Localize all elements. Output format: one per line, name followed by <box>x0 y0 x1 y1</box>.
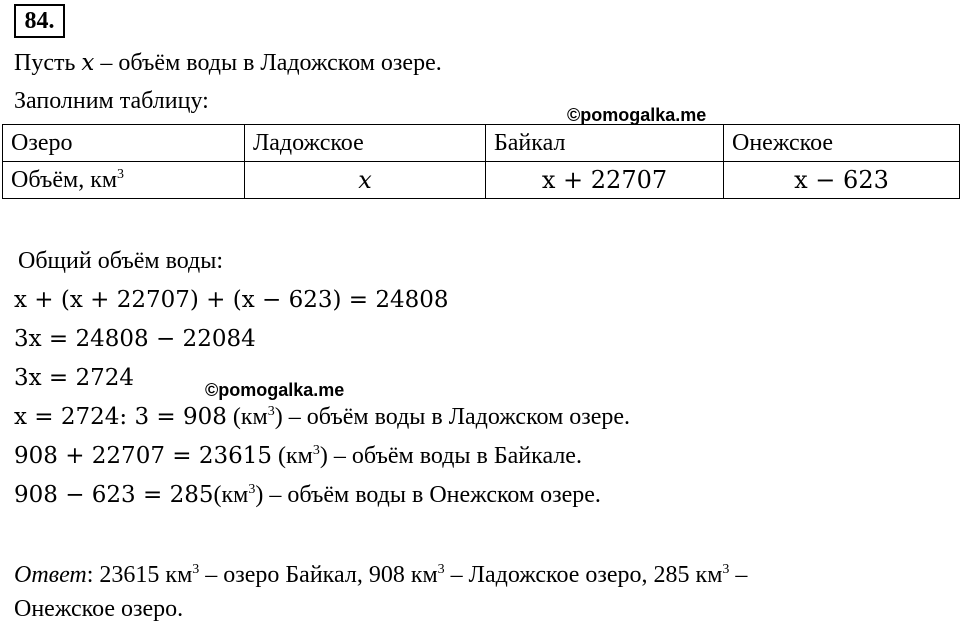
answer-part-3: – Ладожское озеро, 285 км <box>444 562 723 588</box>
table-row <box>3 162 960 199</box>
eq4-text: ) – объём воды в Ладожском озере. <box>274 404 631 430</box>
watermark-top: ©pomogalka.me <box>567 105 707 125</box>
equation-6 <box>14 480 601 510</box>
table-header-row <box>3 125 960 162</box>
eq5-text: ) – объём воды в Байкале. <box>319 443 582 469</box>
eq5-sup: 3 <box>312 443 320 458</box>
row-label-sup: 3 <box>117 166 125 182</box>
intro-line-2: Заполним таблицу: <box>14 88 209 114</box>
table-row-label <box>3 162 245 199</box>
answer-sup-1: 3 <box>192 562 200 577</box>
eq5-unit: (км <box>272 443 313 469</box>
table-cell: x <box>245 162 486 199</box>
eq6-unit: (км <box>213 482 249 508</box>
equation-4 <box>14 402 630 432</box>
solution-title: Общий объём воды: <box>18 248 224 274</box>
intro-var: x <box>81 50 95 76</box>
table-header-cell: Озеро <box>3 125 245 162</box>
answer-part-1: : 23615 км <box>86 562 193 588</box>
table-header-cell: Онежское <box>724 125 960 162</box>
eq4-sup: 3 <box>267 404 275 419</box>
equation-5 <box>14 441 582 471</box>
table-cell: x + 22707 <box>486 162 724 199</box>
answer-part-2: – озеро Байкал, 908 км <box>199 562 438 588</box>
table-header-cell: Байкал <box>486 125 724 162</box>
watermark-middle: ©pomogalka.me <box>205 380 345 400</box>
eq4-unit: (км <box>226 404 268 430</box>
intro-pre: Пусть <box>14 50 82 76</box>
eq6-sup: 3 <box>248 482 256 497</box>
answer-line-1 <box>14 560 747 590</box>
intro-line-1 <box>14 48 442 78</box>
eq5-math: 908 + 22707 = 23615 <box>14 443 273 469</box>
eq6-text: ) – объём воды в Онежском озере. <box>255 482 601 508</box>
answer-label: Ответ <box>14 562 87 588</box>
equation-1: x + (x + 22707) + (x − 623) = 24808 <box>14 287 449 313</box>
row-label-text: Объём, км <box>11 166 118 193</box>
table-cell: x − 623 <box>724 162 960 199</box>
answer-sup-3: 3 <box>722 562 730 577</box>
answer-line-2: Онежское озеро. <box>14 596 184 622</box>
equation-3: 3x = 2724 <box>14 365 135 391</box>
lakes-table <box>2 124 960 199</box>
answer-part-4: – <box>729 562 748 588</box>
equation-2: 3x = 24808 − 22084 <box>14 326 256 352</box>
eq4-math: x = 2724: 3 = 908 <box>14 404 227 430</box>
intro-post: – объём воды в Ладожском озере. <box>94 50 442 76</box>
table-header-cell: Ладожское <box>245 125 486 162</box>
task-number: 84. <box>14 4 65 38</box>
eq6-math: 908 − 623 = 285 <box>14 482 214 508</box>
answer-sup-2: 3 <box>437 562 445 577</box>
